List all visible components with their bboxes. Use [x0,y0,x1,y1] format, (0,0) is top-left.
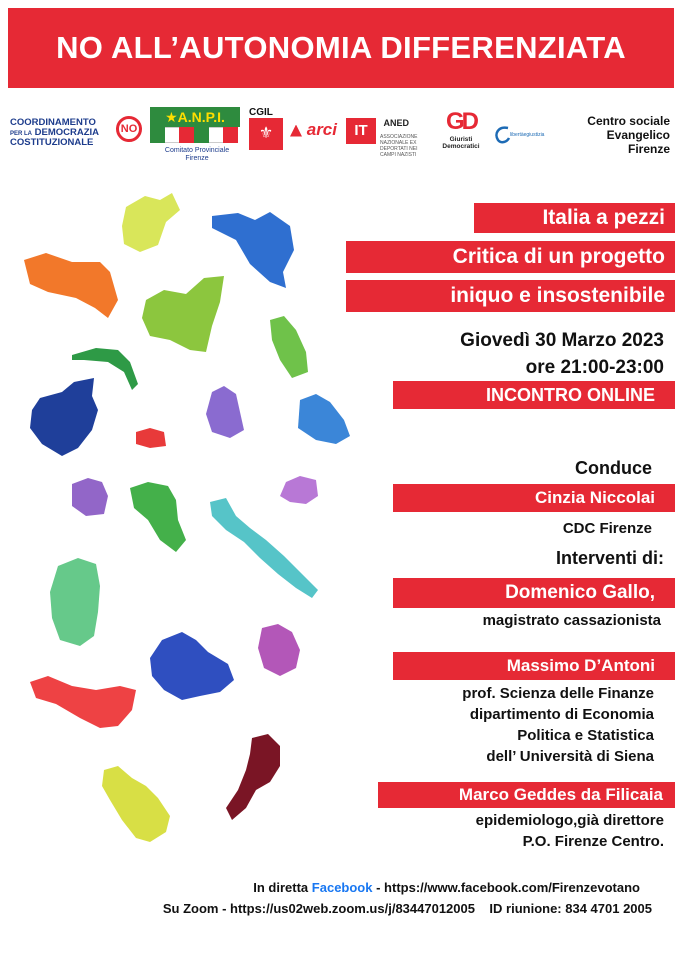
gd-logo-line2: Democratici [442,143,480,150]
region-calabria [226,734,280,820]
region-basilicata [102,766,170,842]
speaker-1-role: magistrato cassazionista [482,612,661,629]
cdc-logo-line2: PER LA [10,131,33,137]
centro-sociale-evangelico-logo [566,114,670,156]
region-aosta [122,193,180,252]
moderator-role: CDC Firenze [562,520,652,537]
liberta-logo-name: libertàegiustizia [510,132,545,138]
speaker-3-role-line1: epidemiologo,già direttore [475,812,664,829]
region-sardegna [50,558,100,646]
anpi-logo-name: A.N.P.I. [177,109,225,125]
speaker-2-role-line2: dipartimento di Economia [469,706,654,723]
region-sicilia [30,676,136,728]
cgil-logo-name: CGIL [249,107,273,118]
region-lazio [298,394,350,444]
title-line-3: iniquo e insostenibile [346,280,675,312]
cdc-logo-line4: COSTITUZIONALE [10,137,94,148]
live-prefix: In diretta [253,880,309,895]
speaker-2-role-line1: prof. Scienza delle Finanze [462,685,654,702]
gd-logo-line1: Giuristi [449,136,473,143]
event-mode-badge: INCONTRO ONLINE [393,381,675,409]
speaker-2-role [462,683,654,767]
region-umbria [206,386,244,438]
region-marche [270,316,308,378]
region-abruzzo [72,478,108,516]
speaker-3-role-line2: P.O. Firenze Centro. [522,833,664,850]
liberta-e-giustizia-logo [492,124,572,146]
cdc-logo-line1: COORDINAMENTO [10,117,96,128]
speaker-2-role-line3: Politica e Statistica [517,727,654,744]
aned-logo-mark: IT [346,118,376,144]
region-piemonte [24,253,118,318]
event-time: ore 21:00-23:00 [525,357,664,378]
region-toscana [130,482,186,552]
region-emilia [142,276,224,352]
region-lombardia [212,212,294,288]
italy-regions-illustration [0,180,360,860]
moderator-label: Conduce [574,458,652,478]
florence-lily-icon: ⚜ [249,118,283,150]
giuristi-democratici-logo [434,108,488,158]
anpi-flag-icon [150,127,238,143]
cdc-logo-line3: DEMOCRAZIA [34,127,100,138]
aned-logo-name: ANED [383,118,409,128]
facebook-link[interactable]: Facebook [311,880,373,895]
facebook-url-link[interactable]: - https://www.facebook.com/Firenzevotano [376,880,640,895]
speaker-1-name: Domenico Gallo, [393,578,675,608]
liberta-swirl-icon [492,124,512,146]
anpi-logo-sub1: Comitato Provinciale [164,147,230,154]
speaker-2-name: Massimo D’Antoni [393,652,675,680]
speakers-label: Interventi di: [555,548,664,568]
title-line-2: Critica di un progetto [346,241,675,273]
anpi-logo: ★A.N.P.I. Comitato Provinciale Firenze [150,107,244,169]
aned-logo-sub: ASSOCIAZIONE NAZIONALE EX DEPORTATI NEI CAMPI NAZISTI [380,134,418,158]
no-mark-icon: NO [116,116,142,142]
region-puglia [210,498,318,598]
cse-line2: Evangelico [606,128,670,142]
gd-logo-mark: GD [446,108,476,135]
arci-triangle-icon [290,125,302,137]
cse-line3: Firenze [627,142,670,156]
title-line-1: Italia a pezzi [474,203,675,233]
moderator-name: Cinzia Niccolai [393,484,675,512]
region-campania [150,632,234,700]
page-title: NO ALL’AUTONOMIA DIFFERENZIATA [8,8,674,88]
region-veneto [30,378,98,456]
arci-logo-name: arci [306,120,337,139]
event-date: Giovedì 30 Marzo 2023 [460,330,664,351]
anpi-logo-sub2: Firenze [185,155,209,162]
aned-logo [346,118,428,158]
cdc-logo [10,118,142,154]
speaker-3-role [476,810,664,852]
speaker-3-name: Marco Geddes da Filicaia [378,782,675,808]
cse-line1: Centro sociale [587,114,670,128]
region-friuli [280,476,318,504]
region-calabria-violet [258,624,300,676]
live-stream-line [253,880,640,895]
arci-logo [290,120,338,146]
zoom-info-line[interactable]: Su Zoom - https://us02web.zoom.us/j/83447012005 ID riunione: 834 4701 2005 [162,901,652,916]
speaker-2-role-line4: dell’ Università di Siena [486,748,654,765]
region-molise [136,428,166,448]
cgil-logo [249,107,285,153]
